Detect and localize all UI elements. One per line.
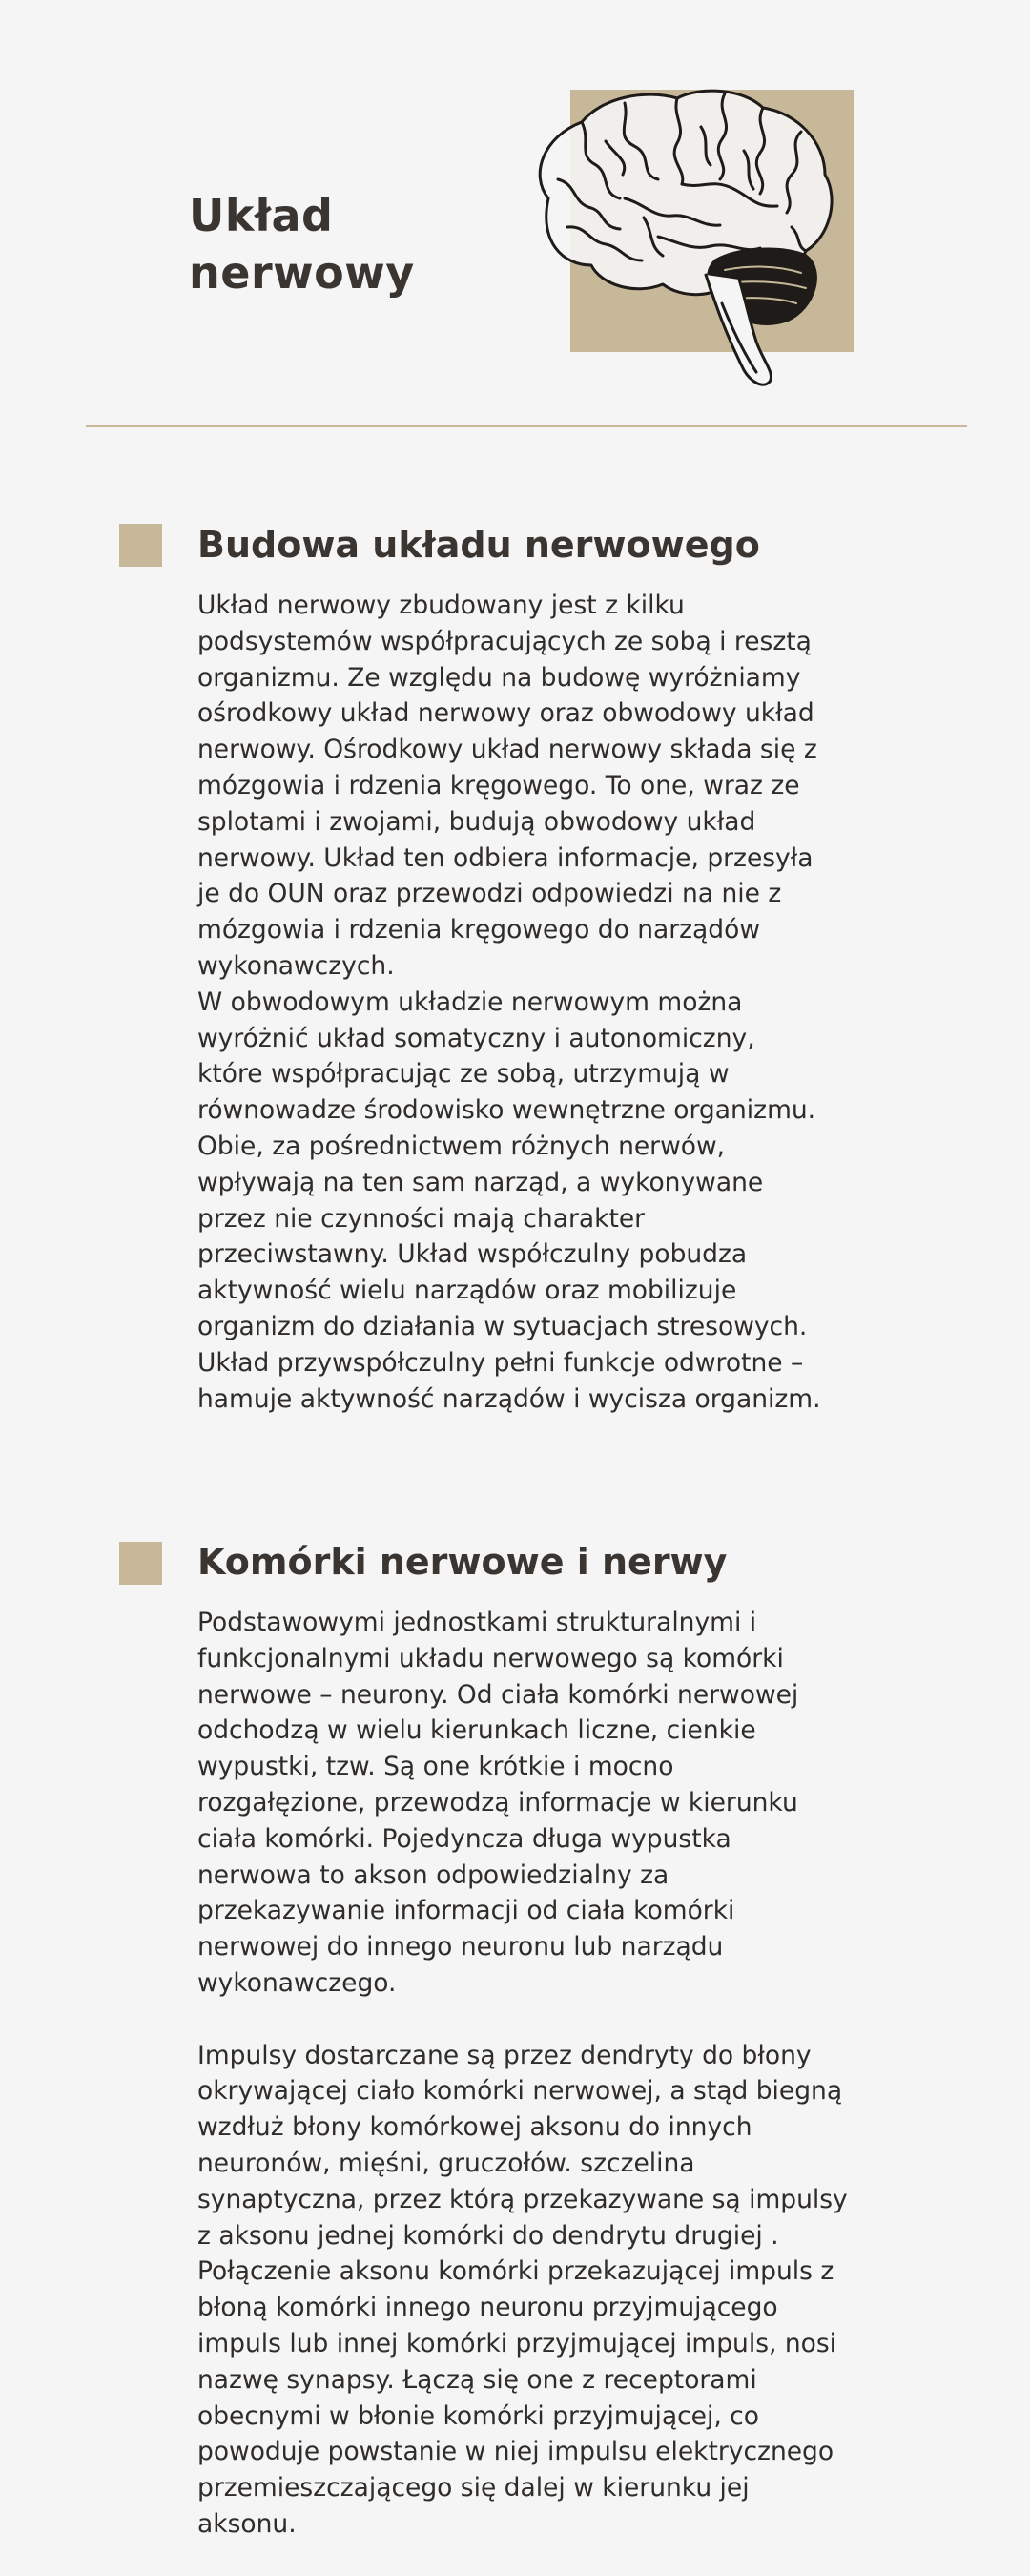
page-title-line-1: Układ	[189, 190, 334, 241]
hero-illustration	[510, 84, 854, 399]
section-title-komorki: Komórki nerwowe i nerwy	[197, 1541, 728, 1583]
section-marker-2	[119, 1542, 162, 1585]
section-title-budowa: Budowa układu nerwowego	[197, 524, 760, 566]
header-divider	[86, 425, 967, 427]
section-body-budowa: Układ nerwowy zbudowany jest z kilku podsystemów współpracujących ze sobą i resztą organizmu. Ze względu na budowę wyróżniamy ośrodkowy układ nerwowy oraz obwodowy układ nerwowy. Ośrodkowy układ nerwowy składa się z mózgowia i rdzenia kręgowego. To one, wraz ze splotami i zwojami, budują obwodowy układ nerwowy. Układ ten odbiera informacje, przesyła je do OUN oraz przewodzi odpowiedzi na nie z mózgowia i rdzenia kręgowego do narządów wykonawczych. W obwodowym układzie nerwowym można wyróżnić układ somatyczny i autonomiczny, które współpracując ze sobą, utrzymują w równowadze środowisko wewnętrzne organizmu. Obie, za pośrednictwem różnych nerwów, wpływają na ten sam narząd, a wykonywane przez nie czynności mają charakter przeciwstawny. Układ współczulny pobudza aktywność wielu narządów oraz mobilizuje organizm do działania w sytuacjach stresowych. Układ przywspółczulny pełni funkcje odwrotne – hamuje aktywność narządów i wycisza organizm.	[197, 591, 821, 1414]
section-marker-1	[119, 524, 162, 567]
section-body-komorki: Podstawowymi jednostkami strukturalnymi i funkcjonalnymi układu nerwowego są komórki nerwowe – neurony. Od ciała komórki nerwowej odchodzą w wielu kierunkach liczne, cienkie wypustki, tzw. Są one krótkie i mocno rozgałęzione, przewodzą informacje w kierunku ciała komórki. Pojedyncza długa wypustka nerwowa to akson odpowiedzialny za przekazywanie informacji od ciała komórki nerwowej do innego neuronu lub narządu wykonawczego. Impulsy dostarczane są przez dendryty do błony okrywającej ciało komórki nerwowej, a stąd biegną wzdłuż błony komórkowej aksonu do innych neuronów, mięśni, gruczołów. szczelina synaptyczna, przez którą przekazywane są impulsy z aksonu jednej komórki do dendrytu drugiej . Połączenie aksonu komórki przekazującej impuls z błoną komórki innego neuronu przyjmującego impuls lub innej komórki przyjmującej impuls, nosi nazwę synapsy. Łączą się one z receptorami obecnymi w błonie komórki przyjmującej, co powoduje powstanie w niej impulsu elektrycznego przemieszczającego się dalej w kierunku jej aksonu.	[197, 1608, 848, 2539]
page-title	[189, 187, 415, 301]
brain-icon	[510, 84, 854, 399]
page-title-line-2: nerwowy	[189, 247, 415, 299]
